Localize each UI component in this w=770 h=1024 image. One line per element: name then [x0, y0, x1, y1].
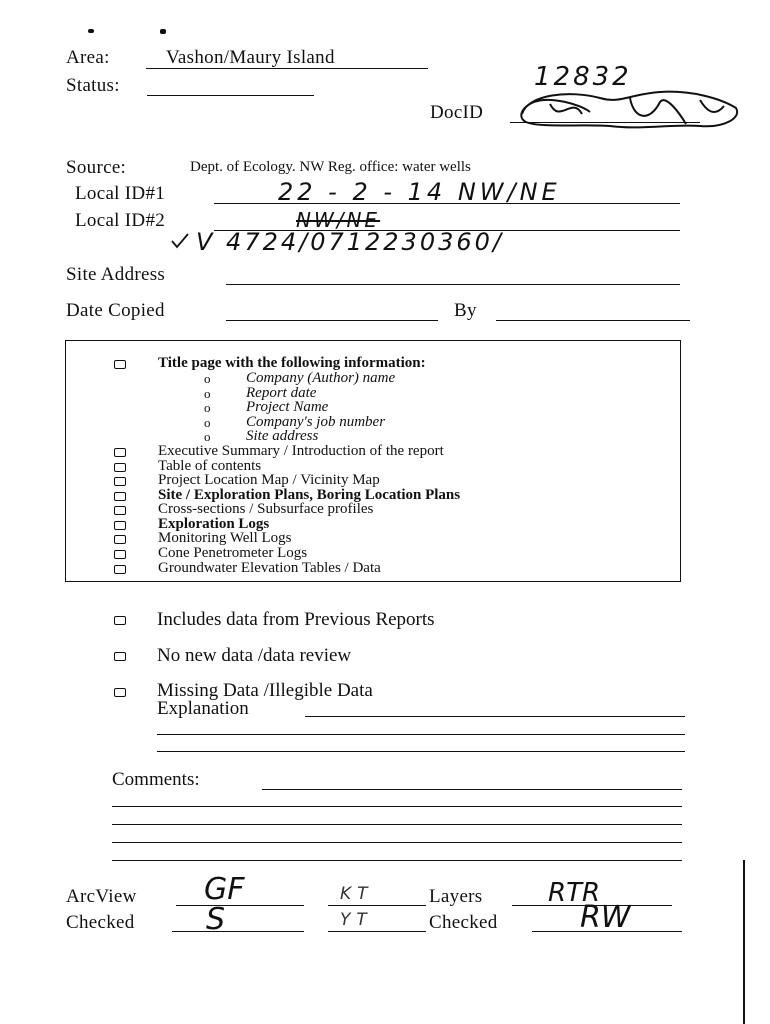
explanation-line-2: [157, 734, 685, 735]
bullet-icon: o: [204, 400, 211, 415]
status-label: Status:: [66, 75, 120, 96]
checkbox-exploration-logs[interactable]: [114, 521, 126, 530]
checkbox-cone-penetrometer[interactable]: [114, 550, 126, 559]
checkbox-title-page[interactable]: [114, 360, 126, 369]
item-cross-sections: Cross-sections / Subsurface profiles: [158, 501, 374, 517]
site-address-field: [226, 284, 680, 285]
status-field: [147, 95, 314, 96]
sub-item-project-name: Project Name: [246, 399, 329, 415]
site-address-label: Site Address: [66, 264, 166, 285]
sub-item-company: Company (Author) name: [246, 370, 396, 386]
checkbox-no-new-data[interactable]: [114, 652, 126, 661]
docid-handwritten-number: 12832: [534, 62, 632, 92]
comments-line-2: [112, 806, 682, 807]
date-copied-field: [226, 320, 438, 321]
checked-label: Checked: [66, 912, 135, 933]
option-missing-data: Missing Data /Illegible Data: [157, 680, 373, 701]
checkbox-cross-sections[interactable]: [114, 506, 126, 515]
comments-label: Comments:: [112, 769, 200, 790]
scan-mark: [88, 29, 94, 33]
checkbox-table-of-contents[interactable]: [114, 463, 126, 472]
arcview-label: ArcView: [66, 886, 137, 907]
item-monitoring-well-logs: Monitoring Well Logs: [158, 530, 292, 546]
source-value: Dept. of Ecology. NW Reg. office: water wells: [190, 159, 471, 175]
item-table-of-contents: Table of contents: [158, 458, 262, 474]
bullet-icon: o: [204, 371, 211, 386]
sub-item-report-date: Report date: [246, 385, 317, 401]
bullet-icon: o: [204, 415, 211, 430]
source-label: Source:: [66, 157, 127, 178]
option-previous-reports: Includes data from Previous Reports: [157, 609, 435, 630]
local-id2-label: Local ID#2: [75, 210, 166, 231]
checkbox-groundwater[interactable]: [114, 565, 126, 574]
layers-initials: RTR: [548, 878, 601, 908]
layers-label: Layers: [429, 886, 483, 907]
bullet-icon: o: [204, 429, 211, 444]
item-exploration-plans: Site / Exploration Plans, Boring Location Plans: [158, 487, 461, 503]
comments-line-4: [112, 842, 682, 843]
checkbox-location-map[interactable]: [114, 477, 126, 486]
mid-initials-1: KT: [340, 884, 374, 904]
explanation-label: Explanation: [157, 698, 249, 719]
arcview-initials: GF: [204, 872, 245, 907]
by-field: [496, 320, 690, 321]
checkbox-previous-reports[interactable]: [114, 616, 126, 625]
checkbox-executive-summary[interactable]: [114, 448, 126, 457]
scan-mark: [160, 29, 166, 34]
item-cone-penetrometer: Cone Penetrometer Logs: [158, 545, 308, 561]
item-groundwater: Groundwater Elevation Tables / Data: [158, 560, 381, 576]
comments-line-1: [262, 789, 682, 790]
local-id1-handwritten: 22 - 2 - 14 NW/NE: [278, 178, 561, 206]
item-executive-summary: Executive Summary / Introduction of the report: [158, 443, 444, 459]
sub-item-site-address: Site address: [246, 428, 319, 444]
checked-field: [172, 931, 304, 932]
local-id2-handwritten: V 4724/0712230360/: [196, 228, 504, 256]
checklist-title: Title page with the following information:: [158, 355, 426, 371]
local-id1-label: Local ID#1: [75, 183, 166, 204]
scan-edge-line: [743, 860, 745, 1024]
docid-label: DocID: [430, 102, 484, 123]
layers-checked-initials: RW: [580, 900, 631, 935]
date-copied-label: Date Copied: [66, 300, 165, 321]
area-value: Vashon/Maury Island: [166, 47, 335, 68]
checkbox-missing-data[interactable]: [114, 688, 126, 697]
mid-initials-2: YT: [340, 910, 373, 930]
checked-initials: S: [206, 902, 226, 937]
comments-line-3: [112, 824, 682, 825]
comments-line-5: [112, 860, 682, 861]
by-label: By: [454, 300, 477, 321]
mid-field-2: [328, 931, 426, 932]
checkbox-exploration-plans[interactable]: [114, 492, 126, 501]
mid-field-1: [328, 905, 426, 906]
checkbox-monitoring-well-logs[interactable]: [114, 535, 126, 544]
explanation-line-1: [305, 716, 685, 717]
layers-checked-label: Checked: [429, 912, 498, 933]
local-id2-struck-text: NW/NE: [296, 208, 381, 232]
item-location-map: Project Location Map / Vicinity Map: [158, 472, 380, 488]
explanation-line-3: [157, 751, 685, 752]
sub-item-job-number: Company's job number: [246, 414, 386, 430]
bullet-icon: o: [204, 386, 211, 401]
option-no-new-data: No new data /data review: [157, 645, 352, 666]
checkmark-icon: [170, 232, 190, 250]
docid-scribble: [510, 84, 745, 132]
area-label: Area:: [66, 47, 110, 68]
item-exploration-logs: Exploration Logs: [158, 516, 270, 532]
area-underline: [146, 68, 428, 69]
